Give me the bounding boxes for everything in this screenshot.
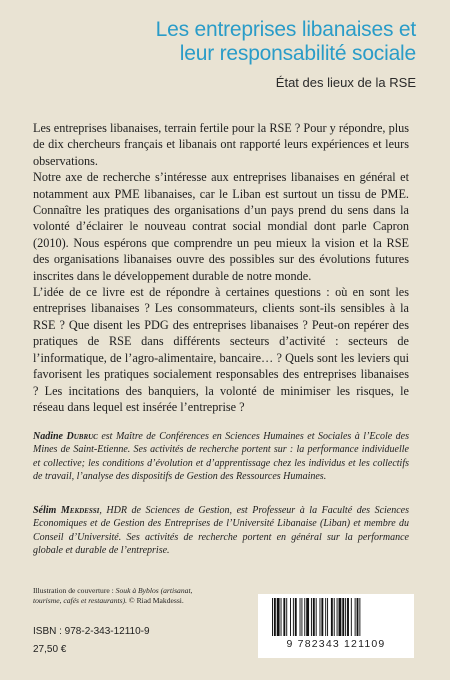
book-title bbox=[36, 18, 416, 66]
blurb-paragraph: Notre axe de recherche s’intéresse aux entreprises libanaises en général et notamment aux PME libanaises, car le Liban est surtout un tissu de PME. Connaître les pratiques des organisations d’un pays prend du sens dans la volonté d’éclairer le nouveau contrat social mondial dont parle Capron (2010). Nous espérons que comprendre un peu mieux la vision et la RSE des organisations libanaises ouvre des possibles sur des évolutions futures inscrites dans le développement durable de notre monde. bbox=[33, 170, 409, 283]
credit-work: Souk à Byblos (artisanat, tourisme, cafés et restaurants). bbox=[33, 586, 193, 605]
book-title-line-1: Les entreprises libanaises et bbox=[155, 18, 416, 41]
author-bio-2 bbox=[33, 504, 409, 558]
barcode bbox=[258, 594, 414, 658]
author-bio-1 bbox=[33, 430, 409, 484]
blurb-paragraph: L’idée de ce livre est de répondre à certaines questions : où en sont les entreprises libanaises ? Les consommateurs, clients sont-ils sensibles à la RSE ? Que disent les PDG des entreprises libanaises ? Peut-on repérer des pratiques de RSE dans différents secteurs d’activité : secteurs de l’informatique, de l’agro-alimentaire, bancaire… ? Quels sont les leviers qui favorisent les pratiques socialement responsables des entreprises libanaises ? Les incitations des banquiers, la volonté de minimiser les risques, le réseau dans lequel est insérée l’entreprise ? bbox=[33, 285, 409, 414]
blurb-paragraph: Les entreprises libanaises, terrain fertile pour la RSE ? Pour y répondre, plus de dix chercheurs français et libanais ont rapporté leurs expériences et leurs observations. bbox=[33, 121, 409, 168]
author-first-name: Nadine bbox=[33, 431, 67, 442]
author-last-name: Dubruc bbox=[66, 431, 98, 442]
cover-credit bbox=[33, 586, 193, 606]
isbn: ISBN : 978-2-343-12110-9 bbox=[33, 626, 150, 637]
blurb bbox=[33, 120, 409, 415]
credit-copyright: © Riad Makdessi. bbox=[127, 596, 184, 605]
author-bio-text: , HDR de Sciences de Gestion, est Professeur à la Faculté des Sciences Economiques et de Gestion des Entreprises de l’Université Libanaise (Liban) et membre du Conseil d’Université. Ses activités de recherche portent en général sur la performance globale et durable de l’entreprise. bbox=[33, 505, 409, 557]
author-first-name: Sélim bbox=[33, 505, 61, 516]
barcode-bars-icon bbox=[268, 598, 404, 638]
author-bio-text: est Maître de Conférences en Sciences Humaines et Sociales à l’Ecole des Mines de Saint-Etienne. Ses activités de recherche portent sur : la performance individuelle et collective; les conditions d’évolution et d’apprentissage chez les individus et les collectifs de travail, l’analyse des dispositifs de Gestion des Ressources Humaines. bbox=[33, 431, 409, 483]
barcode-digits: 9 782343 121109 bbox=[286, 638, 386, 650]
book-subtitle: État des lieux de la RSE bbox=[275, 75, 416, 90]
price: 27,50 € bbox=[33, 644, 67, 655]
book-title-line-2: leur responsabilité sociale bbox=[179, 42, 416, 65]
author-last-name: Mekdessi bbox=[60, 505, 100, 516]
credit-label: Illustration de couverture : bbox=[33, 586, 116, 595]
